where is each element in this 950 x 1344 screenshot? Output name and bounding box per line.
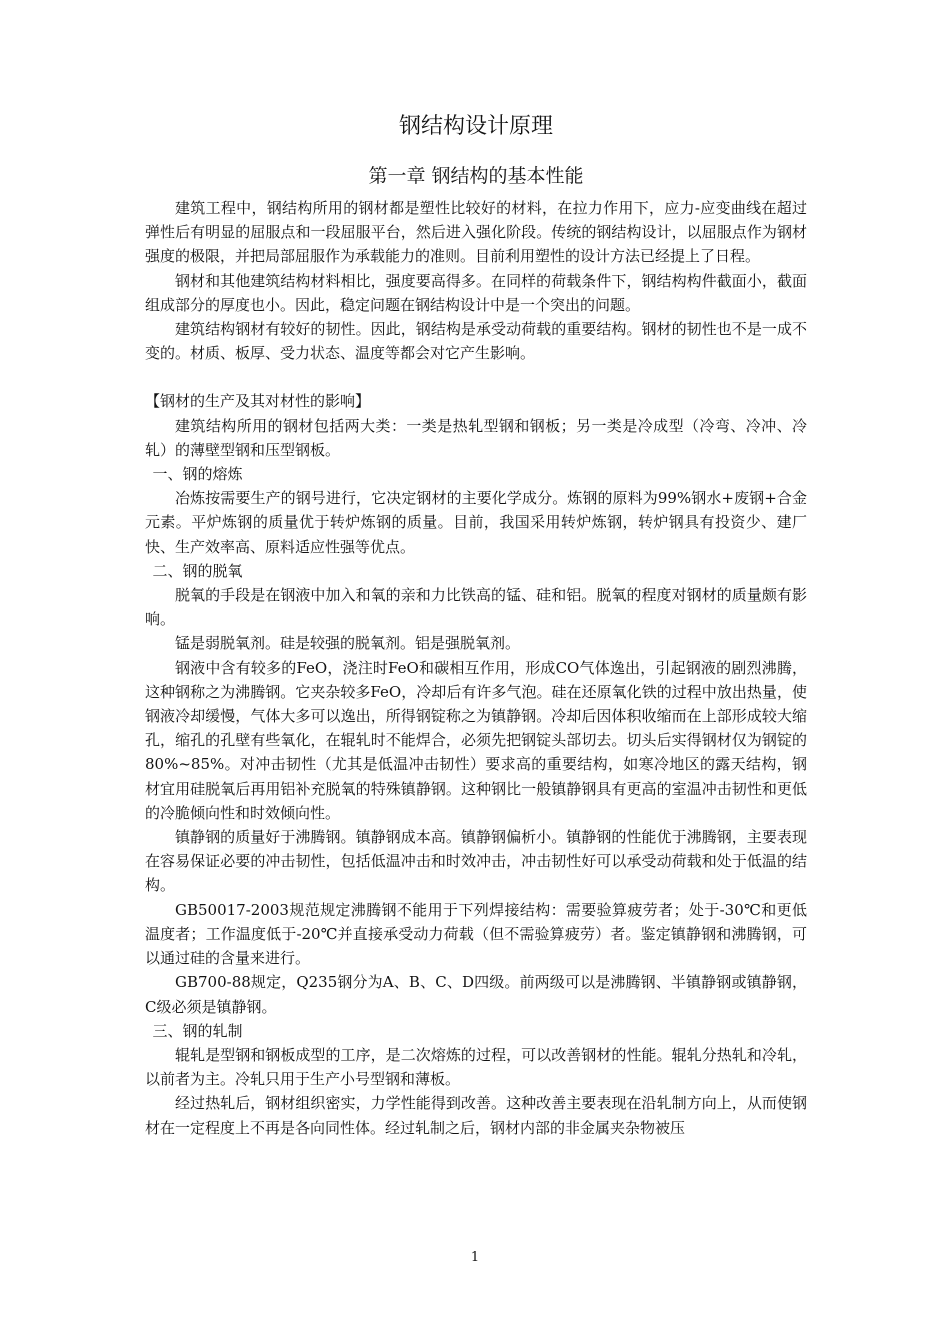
body-paragraph: 镇静钢的质量好于沸腾钢。镇静钢成本高。镇静钢偏析小。镇静钢的性能优于沸腾钢，主要表现在容易保证必要的冲击韧性，包括低温冲击和时效冲击，冲击韧性好可以承受动荷载和处于低温的结构。 <box>145 828 807 895</box>
subsection-heading-deoxidation: 二、钢的脱氧 <box>152 561 243 580</box>
spacer <box>145 365 807 389</box>
page-number: 1 <box>470 1250 480 1265</box>
intro-paragraph: 建筑工程中，钢结构所用的钢材都是塑性比较好的材料，在拉力作用下，应力-应变曲线在超过弹性后有明显的屈服点和一段屈服平台，然后进入强化阶段。传统的钢结构设计，以屈服点作为钢材强度的极限，并把局部屈服作为承载能力的准则。目前利用塑性的设计方法已经提上了日程。 <box>145 199 807 266</box>
section-intro-paragraph: 建筑结构所用的钢材包括两大类：一类是热轧型钢和钢板；另一类是冷成型（冷弯、冷冲、冷轧）的薄壁型钢和压型钢板。 <box>145 416 807 459</box>
body-paragraph: 经过热轧后，钢材组织密实，力学性能得到改善。这种改善主要表现在沿轧制方向上，从而使钢材在一定程度上不再是各向同性体。经过轧制之后，钢材内部的非金属夹杂物被压 <box>145 1094 807 1137</box>
subsection-heading-smelting: 一、钢的熔炼 <box>152 465 243 484</box>
body-paragraph: 辊轧是型钢和钢板成型的工序，是二次熔炼的过程，可以改善钢材的性能。辊轧分热轧和冷轧，以前者为主。冷轧只用于生产小号型钢和薄板。 <box>145 1045 807 1089</box>
subsection-heading-rolling: 三、钢的轧制 <box>152 1021 243 1040</box>
body-paragraph: 锰是弱脱氧剂。硅是较强的脱氧剂。铝是强脱氧剂。 <box>175 634 521 653</box>
chapter-heading: 第一章 钢结构的基本性能 <box>368 165 584 187</box>
document-body <box>145 112 807 1140</box>
document-title: 钢结构设计原理 <box>398 114 553 139</box>
body-paragraph: GB50017-2003规范规定沸腾钢不能用于下列焊接结构：需要验算疲劳者；处于-30℃和更低温度者；工作温度低于-20℃并直接承受动力荷载（但不需验算疲劳）者。鉴定镇静钢和沸腾钢，可以通过硅的含量来进行。 <box>145 900 807 968</box>
body-paragraph: GB700-88规定，Q235钢分为A、B、C、D四级。前两级可以是沸腾钢、半镇静钢或镇静钢，C级必须是镇静钢。 <box>145 973 807 1016</box>
body-paragraph: 冶炼按需要生产的钢号进行，它决定钢材的主要化学成分。炼钢的原料为99%钢水+废钢+合金元素。平炉炼钢的质量优于转炉炼钢的质量。目前，我国采用转炉炼钢，转炉钢具有投资少、建厂快、生产效率高、原料适应性强等优点。 <box>145 489 807 556</box>
body-paragraph: 脱氧的手段是在钢液中加入和氧的亲和力比铁高的锰、硅和铝。脱氧的程度对钢材的质量颇有影响。 <box>145 586 807 629</box>
intro-paragraph: 建筑结构钢材有较好的韧性。因此，钢结构是承受动荷载的重要结构。钢材的韧性也不是一成不变的。材质、板厚、受力状态、温度等都会对它产生影响。 <box>145 320 807 363</box>
section-heading: 【钢材的生产及其对材性的影响】 <box>145 392 371 411</box>
body-paragraph: 钢液中含有较多的FeO，浇注时FeO和碳相互作用，形成CO气体逸出，引起钢液的剧烈沸腾，这种钢称之为沸腾钢。它夹杂较多FeO，冷却后有许多气泡。硅在还原氧化铁的过程中放出热量，使钢液冷却缓慢，气体大多可以逸出，所得钢锭称之为镇静钢。冷却后因体积收缩而在上部形成较大缩孔，缩孔的孔壁有些氧化，在辊轧时不能焊合，必须先把钢锭头部切去。切头后实得钢材仅为钢锭的80%~85%。对冲击韧性（尤其是低温冲击韧性）要求高的重要结构，如寒冷地区的露天结构，钢材宜用硅脱氧后再用铝补充脱氧的特殊镇静钢。这种钢比一般镇静钢具有更高的室温冲击韧性和更低的冷脆倾向性和时效倾向性。 <box>145 658 807 822</box>
intro-paragraph: 钢材和其他建筑结构材料相比，强度要高得多。在同样的荷载条件下，钢结构构件截面小，截面组成部分的厚度也小。因此，稳定问题在钢结构设计中是一个突出的问题。 <box>145 271 807 314</box>
